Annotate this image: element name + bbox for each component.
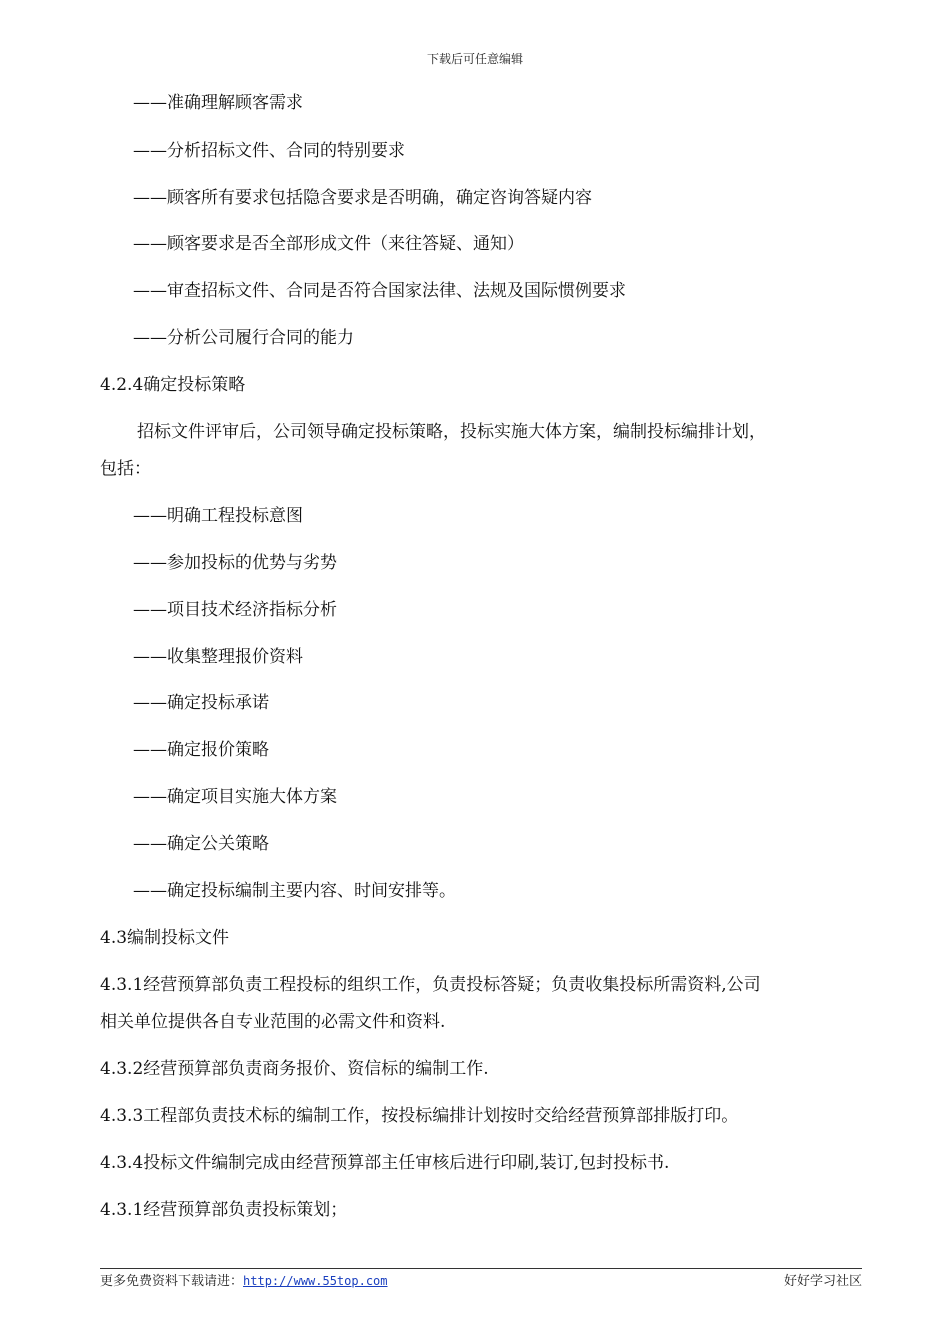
list-item: ——确定公关策略: [133, 834, 269, 854]
list-item: ——项目技术经济指标分析: [133, 600, 337, 620]
footer-text: 更多免费资料下载请进：: [100, 1274, 244, 1289]
list-item: ——明确工程投标意图: [133, 506, 303, 526]
list-item: ——确定报价策略: [133, 740, 269, 760]
paragraph-4-3-2: 4.3.2经营预算部负责商务报价、资信标的编制工作.: [100, 1059, 489, 1079]
list-item: ——分析招标文件、合同的特别要求: [133, 141, 405, 161]
page-header: 下载后可任意编辑: [426, 52, 523, 66]
section-heading-4-2-4: 4.2.4确定投标策略: [100, 375, 246, 395]
list-item: ——确定项目实施大体方案: [133, 787, 337, 807]
list-item: ——参加投标的优势与劣势: [133, 553, 337, 573]
list-item: ——收集整理报价资料: [133, 647, 303, 667]
footer-right-text: 好好学习社区: [783, 1274, 862, 1289]
paragraph-4-3-1b: 4.3.1经营预算部负责投标策划；: [100, 1200, 348, 1220]
paragraph-line: 相关单位提供各自专业范围的必需文件和资料.: [100, 1012, 446, 1032]
paragraph-4-3-3: 4.3.3工程部负责技术标的编制工作，按投标编排计划按时交给经营预算部排版打印。: [100, 1106, 739, 1126]
paragraph-4-3-4: 4.3.4投标文件编制完成由经营预算部主任审核后进行印刷,装订,包封投标书.: [100, 1153, 670, 1173]
list-item: ——准确理解顾客需求: [133, 93, 303, 113]
list-item: ——分析公司履行合同的能力: [133, 328, 354, 348]
footer-divider: [100, 1268, 862, 1269]
list-item: ——顾客要求是否全部形成文件（来往答疑、通知）: [133, 234, 524, 254]
list-item: ——顾客所有要求包括隐含要求是否明确，确定咨询答疑内容: [133, 188, 592, 208]
section-heading-4-3: 4.3编制投标文件: [100, 928, 230, 948]
footer-left: [100, 1270, 388, 1289]
list-item: ——确定投标承诺: [133, 693, 269, 713]
paragraph-line: 4.3.1经营预算部负责工程投标的组织工作，负责投标答疑；负责收集投标所需资料,公司: [100, 975, 761, 995]
paragraph-line: 招标文件评审后，公司领导确定投标策略，投标实施大体方案，编制投标编排计划，: [137, 422, 766, 442]
list-item: ——确定投标编制主要内容、时间安排等。: [133, 881, 456, 901]
list-item: ——审查招标文件、合同是否符合国家法律、法规及国际惯例要求: [133, 281, 626, 301]
footer-link[interactable]: http://www.55top.com: [243, 1274, 388, 1288]
paragraph-line: 包括：: [100, 459, 151, 479]
